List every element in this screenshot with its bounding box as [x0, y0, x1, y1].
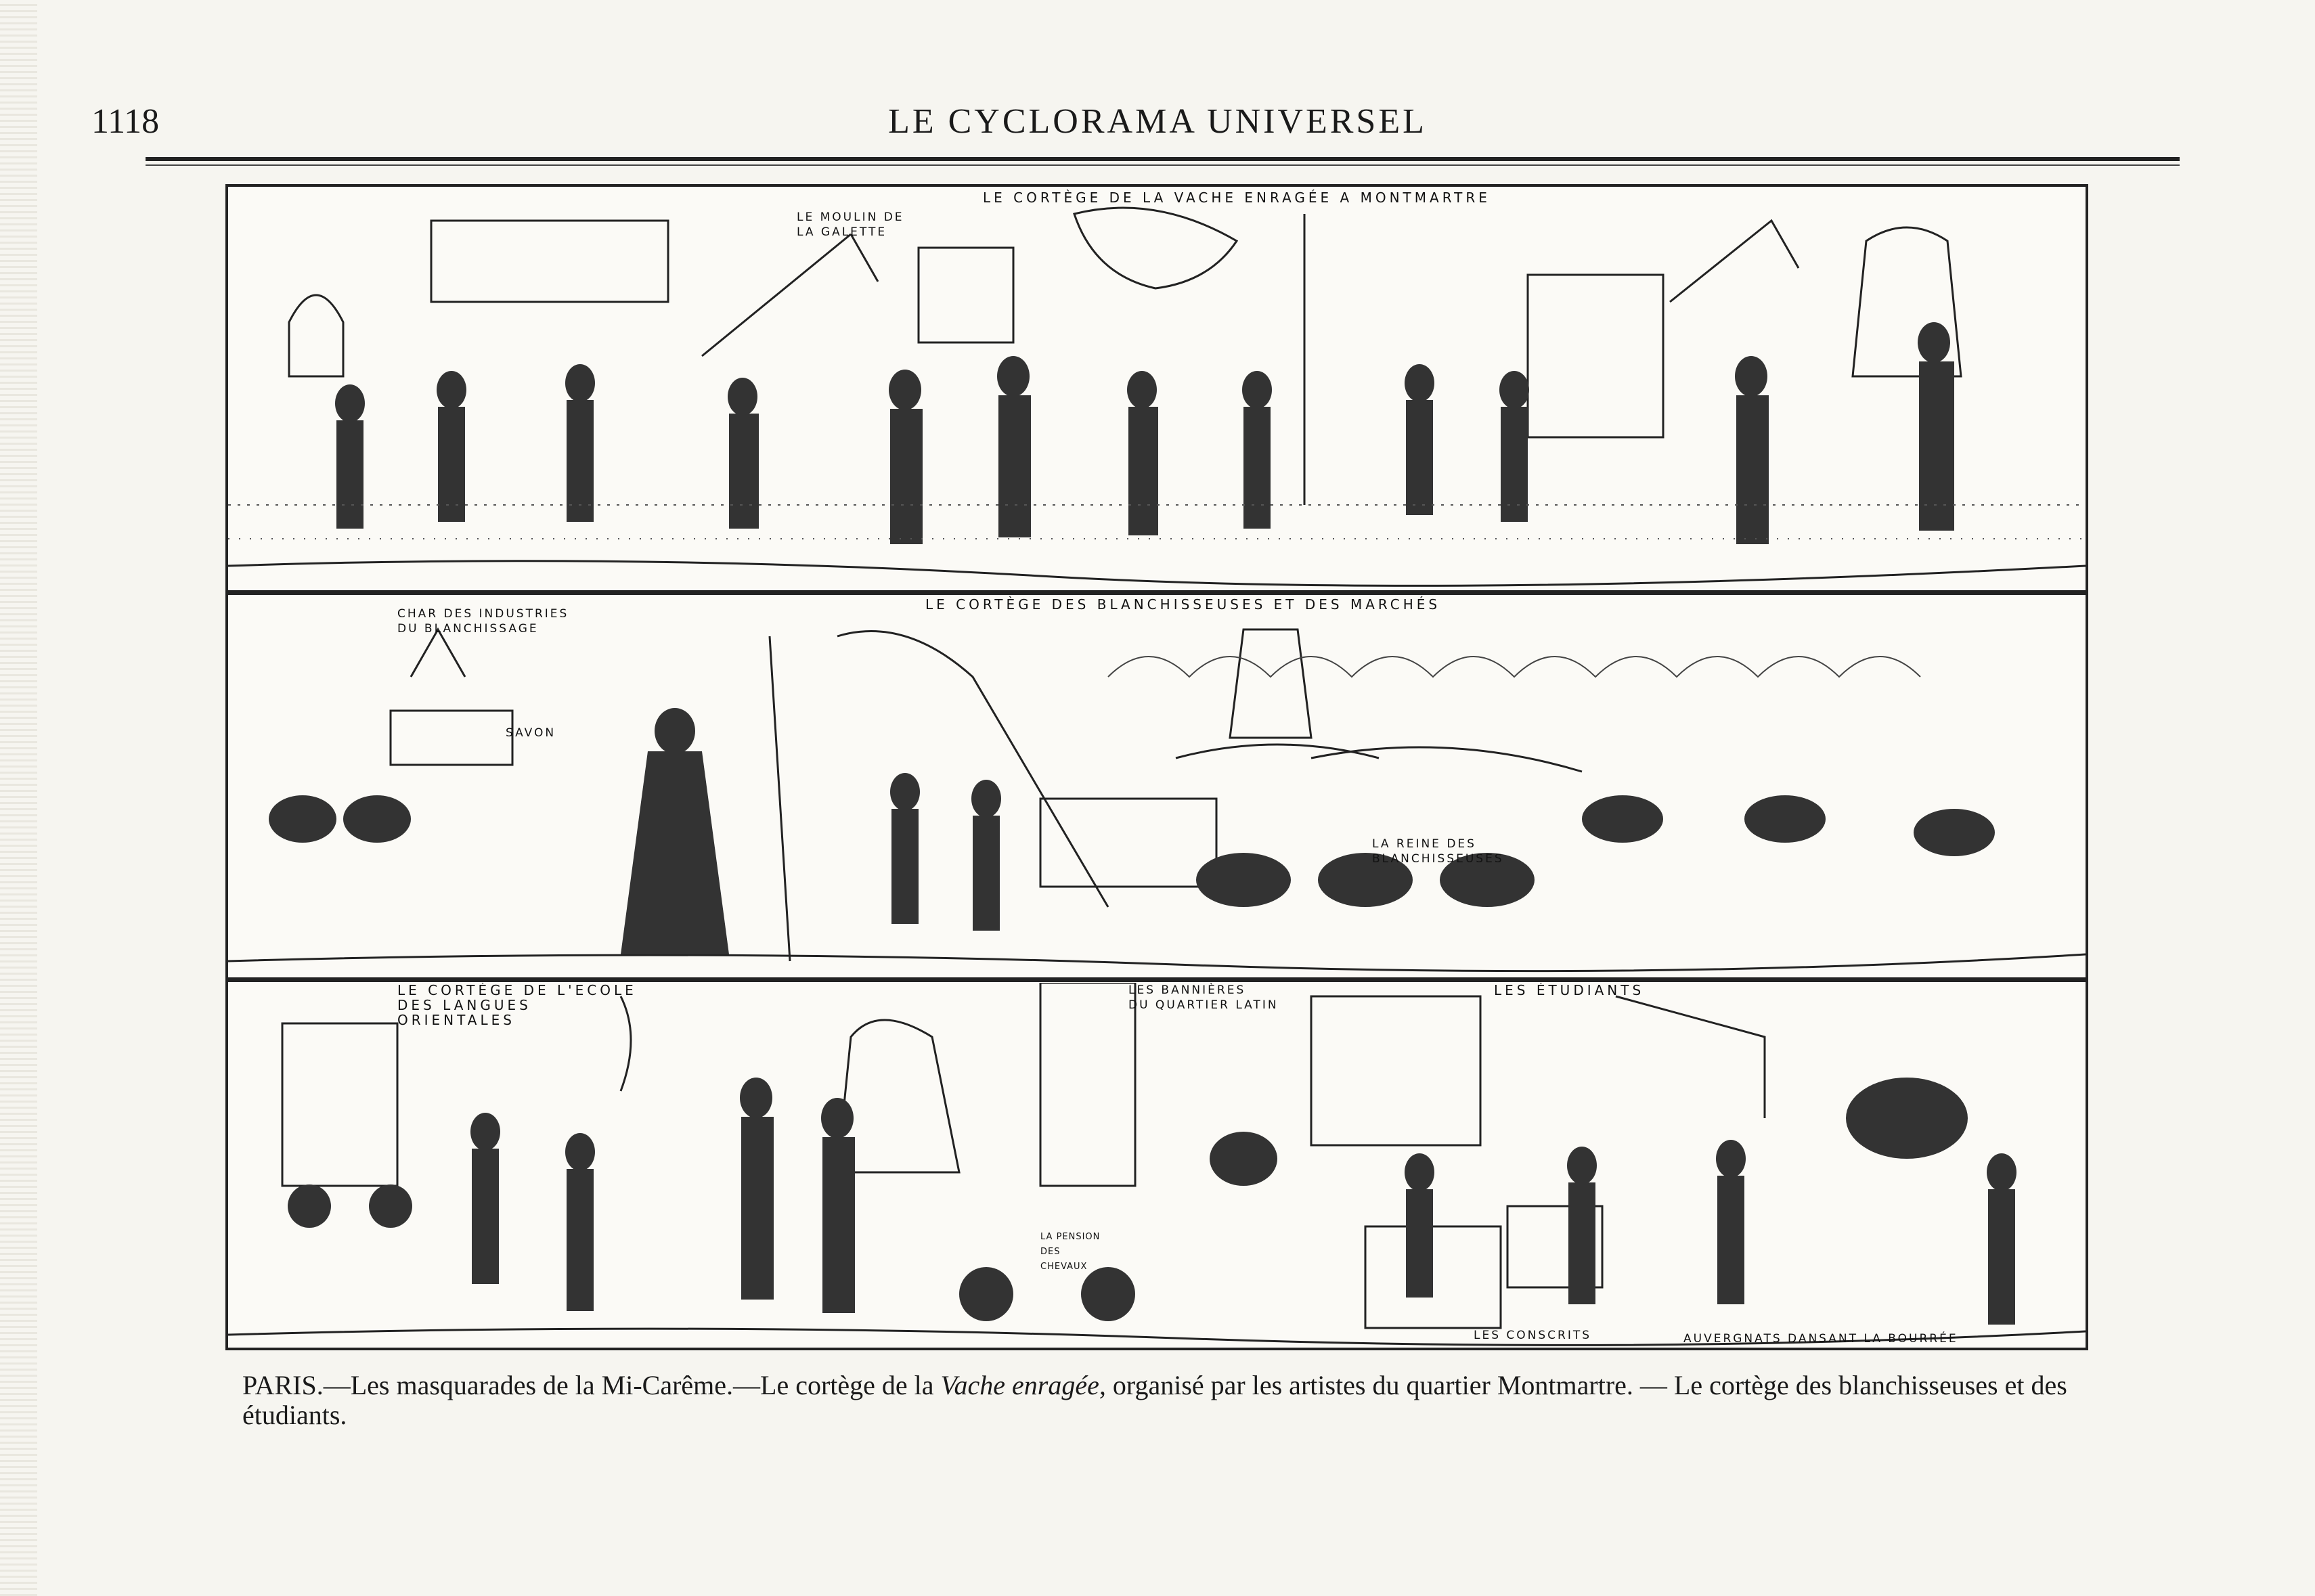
band1-title: LE CORTÈGE DE LA VACHE ENRAGÉE A MONTMARTRE [983, 190, 1491, 206]
band2-label-char: CHAR DES INDUSTRIES DU BLANCHISSAGE [397, 607, 569, 636]
procession-illustration-2 [228, 596, 2086, 977]
band1-label-moulin: LE MOULIN DE LA GALETTE [797, 210, 904, 239]
band-etudiants [228, 983, 2086, 1349]
header-rule-thin [146, 164, 2180, 166]
band3-label-bannieres: LES BANNIÈRES DU QUARTIER LATIN [1128, 983, 1279, 1012]
illustration-plate [225, 184, 2088, 1350]
band2-label-reine: LA REINE DES BLANCHISSEUSES [1372, 837, 1504, 866]
plate-caption [242, 1371, 2105, 1430]
procession-illustration-3 [228, 983, 2086, 1349]
band-divider [228, 590, 2086, 595]
caption-text-2: organisé par les artistes du quartier Montmartre. — Le cortège des blanchisseuses et des étudiants. [242, 1370, 2067, 1430]
band2-title: LE CORTÈGE DES BLANCHISSEUSES ET DES MARCHÉS [925, 596, 1441, 613]
band-vache-enragee [228, 187, 2086, 590]
page-number: 1118 [91, 102, 160, 141]
band-blanchisseuses [228, 596, 2086, 977]
band3-label-auvergnats: AUVERGNATS DANSANT LA BOURRÉE [1683, 1332, 1958, 1346]
band2-label-savon: SAVON [506, 726, 556, 740]
header-rule [146, 157, 2180, 161]
band3-label-pension: LA PENSION DES CHEVAUX [1040, 1232, 1101, 1272]
caption-italic: Vache enragée, [940, 1370, 1106, 1400]
scan-edge-texture [0, 0, 37, 1596]
band3-label-conscrits: LES CONSCRITS [1474, 1329, 1592, 1342]
band-divider [228, 977, 2086, 982]
band3-title-left: LE CORTÈGE DE L'ECOLE DES LANGUES ORIENTALES [397, 983, 637, 1028]
caption-text-1: PARIS.—Les masquarades de la Mi-Carême.—Le cortège de la [242, 1370, 941, 1400]
journal-title: LE CYCLORAMA UNIVERSEL [888, 102, 1427, 141]
band3-title-right: LES ÉTUDIANTS [1494, 983, 1645, 998]
procession-illustration-1 [228, 187, 2086, 590]
